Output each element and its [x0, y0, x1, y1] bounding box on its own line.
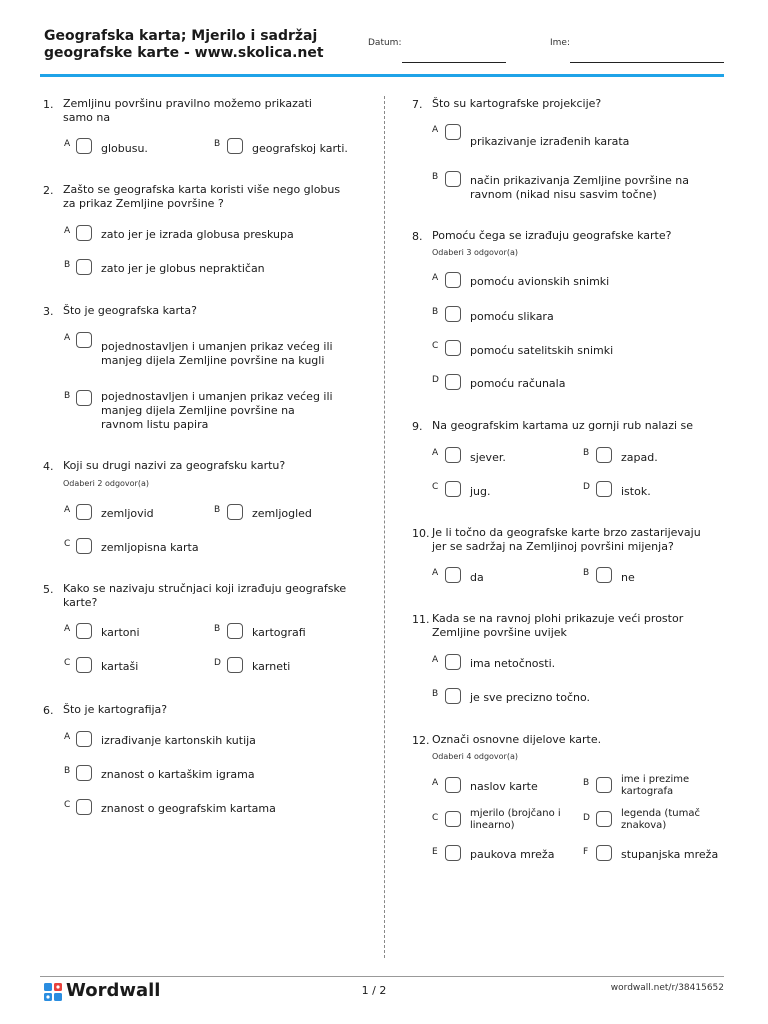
- question-text: Kada se na ravnoj plohi prikazuje veći prostor Zemljine površine uvijek: [432, 612, 684, 639]
- option-letter: C: [64, 539, 71, 549]
- question-text: Označi osnovne dijelove karte.: [432, 733, 602, 746]
- option-letter: A: [432, 125, 439, 135]
- question-text: Što su kartografske projekcije?: [432, 97, 602, 110]
- answer-checkbox[interactable]: [596, 777, 612, 793]
- question-text: Zašto se geografska karta koristi više nego globus za prikaz Zemljine površine ?: [63, 183, 341, 210]
- question-text: Kako se nazivaju stručnjaci koji izrađuju geografske karte?: [63, 582, 347, 609]
- answer-checkbox[interactable]: [445, 340, 461, 356]
- footer-rule: [40, 976, 724, 977]
- question-text: Je li točno da geografske karte brzo zastarijevaju jer se sadržaj na Zemljinoj površini mijenja?: [432, 526, 701, 553]
- option-letter: A: [64, 732, 71, 742]
- option-text: ime i prezime kartografa: [621, 774, 690, 797]
- question-number: 8.: [412, 230, 423, 243]
- option-letter: B: [583, 568, 590, 578]
- option-letter: C: [432, 341, 439, 351]
- answer-checkbox[interactable]: [76, 138, 92, 154]
- answer-checkbox[interactable]: [445, 306, 461, 322]
- answer-checkbox[interactable]: [76, 799, 92, 815]
- answer-checkbox[interactable]: [445, 654, 461, 670]
- option-letter: B: [214, 624, 221, 634]
- option-text: znanost o geografskim kartama: [101, 802, 276, 815]
- option-text: pojednostavljen i umanjen prikaz većeg ili manjeg dijela Zemljine površine na ravnom listu papira: [101, 390, 333, 431]
- question-number: 5.: [43, 583, 54, 596]
- option-letter: C: [64, 800, 71, 810]
- option-text: mjerilo (brojčano i linearno): [470, 808, 561, 831]
- option-text: kartaši: [101, 660, 139, 673]
- option-text: zato jer je izrada globusa preskupa: [101, 228, 294, 241]
- option-letter: A: [432, 568, 439, 578]
- option-text: kartoni: [101, 626, 140, 639]
- option-text: pomoću računala: [470, 377, 566, 390]
- answer-checkbox[interactable]: [445, 777, 461, 793]
- option-text: paukova mreža: [470, 848, 555, 861]
- question-number: 6.: [43, 704, 54, 717]
- option-letter: C: [432, 813, 439, 823]
- option-letter: A: [64, 139, 71, 149]
- answer-checkbox[interactable]: [596, 447, 612, 463]
- question-instruction: Odaberi 2 odgovor(a): [63, 479, 149, 488]
- page-indicator: 1 / 2: [361, 984, 387, 997]
- option-text: prikazivanje izrađenih karata: [470, 135, 630, 148]
- question-text: Što je kartografija?: [63, 703, 168, 716]
- answer-checkbox[interactable]: [596, 567, 612, 583]
- answer-checkbox[interactable]: [445, 845, 461, 861]
- option-letter: B: [583, 448, 590, 458]
- answer-checkbox[interactable]: [76, 765, 92, 781]
- option-text: zemljovid: [101, 507, 154, 520]
- wordwall-logo-icon: [44, 983, 62, 1001]
- option-text: geografskoj karti.: [252, 142, 348, 155]
- option-letter: A: [432, 273, 439, 283]
- option-text: način prikazivanja Zemljine površine na ravnom (nikad nisu sasvim točne): [470, 174, 690, 201]
- option-letter: C: [432, 482, 439, 492]
- answer-checkbox[interactable]: [76, 657, 92, 673]
- answer-checkbox[interactable]: [227, 657, 243, 673]
- option-letter: B: [432, 172, 439, 182]
- date-field[interactable]: [402, 62, 506, 63]
- option-letter: B: [214, 139, 221, 149]
- option-text: zapad.: [621, 451, 658, 464]
- answer-checkbox[interactable]: [445, 688, 461, 704]
- worksheet-title: Geografska karta; Mjerilo i sadržaj geografske karte - www.skolica.net: [44, 28, 324, 61]
- name-field[interactable]: [570, 62, 724, 63]
- option-text: istok.: [621, 485, 651, 498]
- option-text: pomoću avionskih snimki: [470, 275, 610, 288]
- header-rule: [40, 74, 724, 77]
- question-text: Što je geografska karta?: [63, 304, 197, 317]
- option-text: jug.: [470, 485, 491, 498]
- wordwall-logo-text: Wordwall: [66, 980, 161, 1001]
- option-letter: A: [432, 778, 439, 788]
- option-text: zemljopisna karta: [101, 541, 199, 554]
- answer-checkbox[interactable]: [445, 272, 461, 288]
- option-text: pomoću satelitskih snimki: [470, 344, 614, 357]
- option-text: pomoću slikara: [470, 310, 554, 323]
- option-text: kartografi: [252, 626, 306, 639]
- option-text: globusu.: [101, 142, 148, 155]
- option-letter: B: [64, 766, 71, 776]
- question-number: 3.: [43, 305, 54, 318]
- option-text: pojednostavljen i umanjen prikaz većeg ili manjeg dijela Zemljine površine na kugli: [101, 340, 333, 367]
- answer-checkbox[interactable]: [76, 259, 92, 275]
- option-text: stupanjska mreža: [621, 848, 719, 861]
- option-letter: B: [64, 391, 71, 401]
- question-number: 2.: [43, 184, 54, 197]
- answer-checkbox[interactable]: [76, 731, 92, 747]
- option-letter: E: [432, 847, 438, 857]
- option-letter: D: [432, 375, 439, 385]
- answer-checkbox[interactable]: [76, 623, 92, 639]
- option-text: zemljogled: [252, 507, 312, 520]
- option-letter: B: [214, 505, 221, 515]
- answer-checkbox[interactable]: [445, 447, 461, 463]
- question-text: Pomoću čega se izrađuju geografske karte?: [432, 229, 672, 242]
- question-text: Zemljinu površinu pravilno možemo prikazati samo na: [63, 97, 312, 124]
- option-letter: B: [432, 689, 439, 699]
- option-letter: B: [432, 307, 439, 317]
- option-text: da: [470, 571, 484, 584]
- question-number: 1.: [43, 98, 54, 111]
- option-text: zato jer je globus nepraktičan: [101, 262, 265, 275]
- answer-checkbox[interactable]: [76, 504, 92, 520]
- option-letter: A: [64, 226, 71, 236]
- answer-checkbox[interactable]: [445, 567, 461, 583]
- option-text: izrađivanje kartonskih kutija: [101, 734, 256, 747]
- answer-checkbox[interactable]: [445, 811, 461, 827]
- option-text: karneti: [252, 660, 291, 673]
- option-text: ima netočnosti.: [470, 657, 556, 670]
- answer-checkbox[interactable]: [596, 845, 612, 861]
- option-letter: A: [432, 448, 439, 458]
- question-number: 9.: [412, 420, 423, 433]
- option-letter: D: [214, 658, 221, 668]
- answer-checkbox[interactable]: [227, 138, 243, 154]
- option-letter: D: [583, 813, 590, 823]
- activity-url[interactable]: wordwall.net/r/38415652: [610, 983, 724, 993]
- question-number: 12.: [412, 734, 430, 747]
- option-letter: D: [583, 482, 590, 492]
- option-letter: A: [432, 655, 439, 665]
- option-text: legenda (tumač znakova): [621, 808, 700, 831]
- option-letter: A: [64, 333, 71, 343]
- question-number: 7.: [412, 98, 423, 111]
- date-label: Datum:: [368, 38, 402, 48]
- question-number: 10.: [412, 527, 430, 540]
- option-letter: F: [583, 847, 589, 857]
- answer-checkbox[interactable]: [596, 481, 612, 497]
- answer-checkbox[interactable]: [445, 171, 461, 187]
- option-text: ne: [621, 571, 635, 584]
- question-number: 4.: [43, 460, 54, 473]
- option-text: sjever.: [470, 451, 506, 464]
- option-letter: C: [64, 658, 71, 668]
- answer-checkbox[interactable]: [445, 481, 461, 497]
- option-letter: A: [64, 624, 71, 634]
- answer-checkbox[interactable]: [76, 538, 92, 554]
- question-instruction: Odaberi 4 odgovor(a): [432, 752, 518, 761]
- question-text: Na geografskim kartama uz gornji rub nalazi se: [432, 419, 694, 432]
- option-text: je sve precizno točno.: [470, 691, 591, 704]
- question-text: Koji su drugi nazivi za geografsku kartu?: [63, 459, 286, 472]
- option-letter: B: [583, 778, 590, 788]
- answer-checkbox[interactable]: [445, 124, 461, 140]
- answer-checkbox[interactable]: [227, 504, 243, 520]
- option-letter: A: [64, 505, 71, 515]
- answer-checkbox[interactable]: [227, 623, 243, 639]
- name-label: Ime:: [550, 38, 570, 48]
- question-number: 11.: [412, 613, 430, 626]
- answer-checkbox[interactable]: [76, 332, 92, 348]
- option-text: znanost o kartaškim igrama: [101, 768, 255, 781]
- answer-checkbox[interactable]: [445, 374, 461, 390]
- option-text: naslov karte: [470, 780, 538, 793]
- answer-checkbox[interactable]: [76, 390, 92, 406]
- answer-checkbox[interactable]: [76, 225, 92, 241]
- option-letter: B: [64, 260, 71, 270]
- column-divider: [384, 96, 385, 958]
- answer-checkbox[interactable]: [596, 811, 612, 827]
- question-instruction: Odaberi 3 odgovor(a): [432, 248, 518, 257]
